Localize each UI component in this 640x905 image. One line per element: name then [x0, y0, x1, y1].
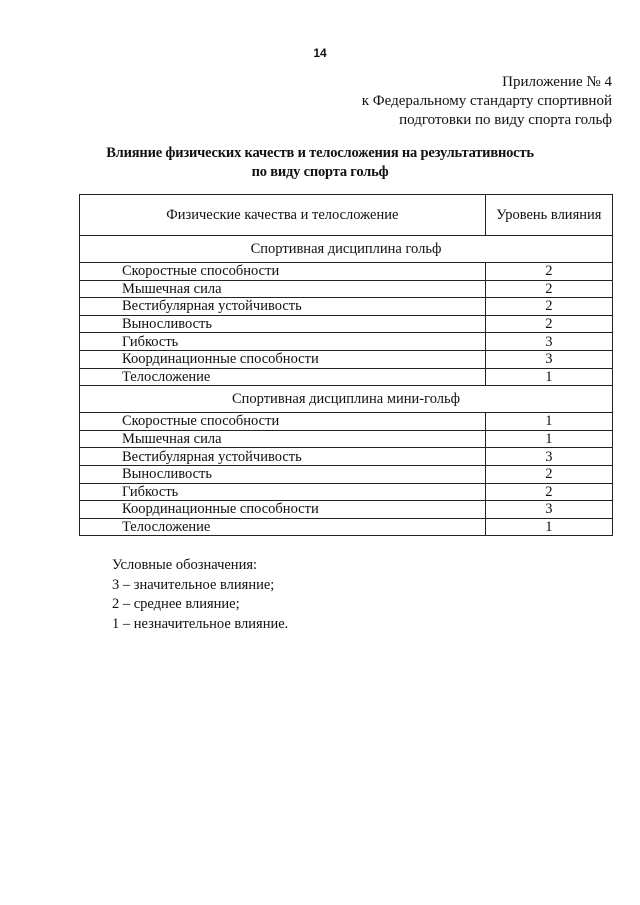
appendix-line-2: к Федеральному стандарту спортивной	[361, 93, 612, 109]
level-cell: 2	[485, 298, 612, 316]
influence-table	[79, 194, 613, 536]
level-cell: 3	[485, 501, 612, 519]
quality-cell: Телосложение	[80, 518, 486, 536]
table-row	[80, 298, 613, 316]
quality-cell: Скоростные способности	[80, 263, 486, 281]
table-row	[80, 430, 613, 448]
table-row	[80, 413, 613, 431]
level-cell: 1	[485, 413, 612, 431]
quality-cell: Выносливость	[80, 315, 486, 333]
quality-cell: Вестибулярная устойчивость	[80, 298, 486, 316]
table-row	[80, 368, 613, 386]
table-row	[80, 333, 613, 351]
table-row	[80, 465, 613, 483]
level-cell: 3	[485, 448, 612, 466]
level-cell: 2	[485, 263, 612, 281]
legend	[112, 556, 288, 634]
level-cell: 2	[485, 465, 612, 483]
table-row	[80, 263, 613, 281]
header-level: Уровень влияния	[485, 195, 612, 236]
discipline-golf: Спортивная дисциплина гольф	[80, 236, 613, 263]
table-header-row	[80, 195, 613, 236]
quality-cell: Выносливость	[80, 465, 486, 483]
legend-item-3: 3 – значительное влияние;	[112, 576, 275, 593]
table-row	[80, 315, 613, 333]
document-title	[0, 144, 640, 182]
discipline-row-mini-golf	[80, 386, 613, 413]
quality-cell: Мышечная сила	[80, 430, 486, 448]
table-row	[80, 483, 613, 501]
level-cell: 2	[485, 483, 612, 501]
quality-cell: Телосложение	[80, 368, 486, 386]
title-line-2: по виду спорта гольф	[251, 164, 389, 180]
discipline-mini-golf: Спортивная дисциплина мини-гольф	[80, 386, 613, 413]
discipline-row-golf	[80, 236, 613, 263]
level-cell: 2	[485, 315, 612, 333]
appendix-line-3: подготовки по виду спорта гольф	[399, 112, 612, 128]
level-cell: 3	[485, 333, 612, 351]
header-quality: Физические качества и телосложение	[80, 195, 486, 236]
quality-cell: Скоростные способности	[80, 413, 486, 431]
table-row	[80, 280, 613, 298]
quality-cell: Координационные способности	[80, 350, 486, 368]
quality-cell: Мышечная сила	[80, 280, 486, 298]
table-row	[80, 501, 613, 519]
table-row	[80, 448, 613, 466]
level-cell: 3	[485, 350, 612, 368]
level-cell: 1	[485, 518, 612, 536]
table-row	[80, 350, 613, 368]
legend-item-1: 1 – незначительное влияние.	[112, 615, 289, 632]
quality-cell: Координационные способности	[80, 501, 486, 519]
legend-item-2: 2 – среднее влияние;	[112, 596, 240, 612]
page-number: 14	[313, 46, 327, 60]
legend-heading: Условные обозначения:	[112, 557, 258, 573]
quality-cell: Гибкость	[80, 483, 486, 501]
appendix-line-1: Приложение № 4	[502, 74, 612, 90]
quality-cell: Вестибулярная устойчивость	[80, 448, 486, 466]
level-cell: 2	[485, 280, 612, 298]
level-cell: 1	[485, 430, 612, 448]
title-line-1: Влияние физических качеств и телосложения на результативность	[106, 145, 534, 161]
quality-cell: Гибкость	[80, 333, 486, 351]
level-cell: 1	[485, 368, 612, 386]
table-row	[80, 518, 613, 536]
appendix-reference	[362, 73, 612, 130]
